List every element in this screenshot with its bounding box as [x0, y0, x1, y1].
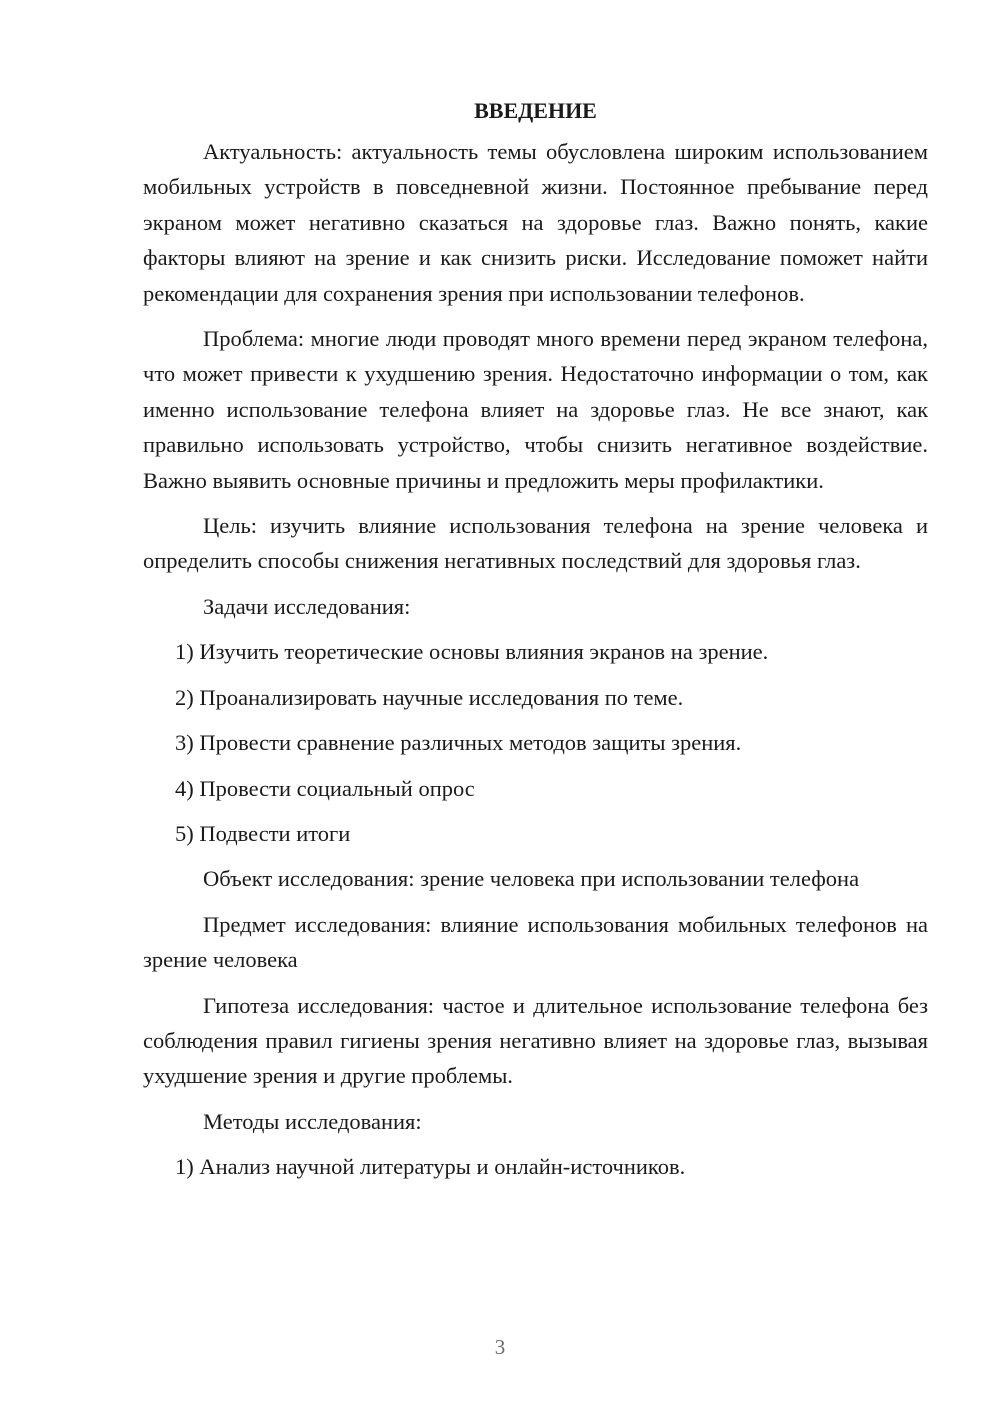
methods-heading: Методы исследования: [203, 1108, 422, 1134]
methods-list [143, 1149, 928, 1184]
tasks-list [143, 634, 928, 851]
subject-paragraph: Предмет исследования: влияние использования мобильных телефонов на зрение человека [143, 911, 928, 973]
section-title: ВВЕДЕНИЕ [474, 98, 597, 123]
document-page [143, 94, 928, 1195]
task-item: 3) Провести сравнение различных методов защиты зрения. [175, 730, 742, 756]
method-item: 1) Анализ научной литературы и онлайн-источников. [175, 1154, 686, 1180]
tasks-heading: Задачи исследования: [203, 593, 411, 619]
page-number: 3 [494, 1335, 506, 1359]
task-item: 1) Изучить теоретические основы влияния экранов на зрение. [175, 639, 769, 665]
goal-paragraph: Цель: изучить влияние использования телефона на зрение человека и определить способы снижения негативных последствий для здоровья глаз. [143, 513, 928, 574]
object-paragraph: Объект исследования: зрение человека при использовании телефона [203, 866, 860, 892]
hypothesis-paragraph: Гипотеза исследования: частое и длительное использование телефона без соблюдения правил гигиены зрения негативно влияет на здоровье глаз, вызывая ухудшение зрения и другие проблемы. [143, 992, 928, 1089]
task-item: 4) Провести социальный опрос [175, 775, 475, 801]
task-item: 2) Проанализировать научные исследования по теме. [175, 684, 684, 710]
relevance-paragraph: Актуальность: актуальность темы обусловлена широким использованием мобильных устройств в повседневной жизни. Постоянное пребывание перед экраном может негативно сказаться на здоровье глаз. Важно понять, какие факторы влияют на зрение и как снизить риски. Исследование поможет найти рекомендации для сохранения зрения при использовании телефонов. [143, 139, 928, 306]
task-item: 5) Подвести итоги [175, 820, 351, 846]
problem-paragraph: Проблема: многие люди проводят много времени перед экраном телефона, что может привести к ухудшению зрения. Недостаточно информации о том, как именно использование телефона влияет на здоровье глаз. Не все знают, как правильно использовать устройство, чтобы снизить негативное воздействие. Важно выявить основные причины и предложить меры профилактики. [143, 326, 928, 493]
